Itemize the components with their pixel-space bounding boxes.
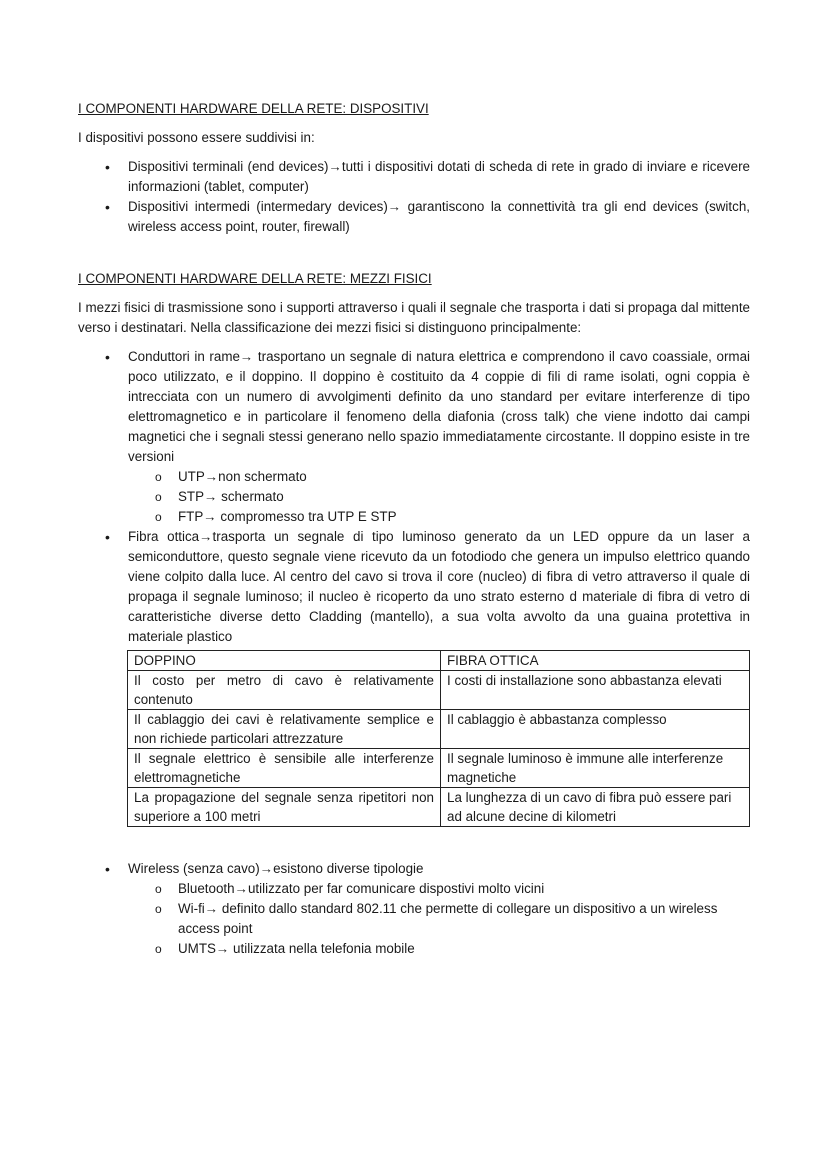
wireless-types-list <box>128 879 750 959</box>
media-intro: I mezzi fisici di trasmissione sono i supporti attraverso i quali il segnale che trasporta i dati si propaga dal mittente verso i destinatari. Nella classificazione dei mezzi fisici si distinguono principalmente: <box>78 300 750 335</box>
bullet-marker: • <box>105 861 110 877</box>
wireless-type-text: Bluetooth→utilizzato per far comunicare dispostivi molto vicini <box>178 881 545 896</box>
wireless-text: Wireless (senza cavo)→esistono diverse tipologie <box>128 861 424 876</box>
section-title-media: I COMPONENTI HARDWARE DELLA RETE: MEZZI FISICI <box>78 271 432 286</box>
table-cell: I costi di installazione sono abbastanza elevati <box>441 671 750 710</box>
copper-version-text: FTP→ compromesso tra UTP E STP <box>178 509 397 524</box>
copper-version-text: STP→ schermato <box>178 489 284 504</box>
wireless-list <box>78 859 750 959</box>
copper-text: Conduttori in rame→ trasportano un segnale di natura elettrica e comprendono il cavo coassiale, ormai poco utilizzato, e il doppino. Il doppino è costituito da 4 coppie di fili di rame isolati, ogni coppia è intrecciata con un numero di avvolgimenti definito da uno standard per evitare interferenze di tipo elettromagnetico e in particolare il fenomeno della diafonia (cross talk) che viene indotto dai campi magnetici che i segnali stessi generano nello spazio immediatamente circostante. Il doppino esiste in tre versioni <box>128 349 750 464</box>
sub-list-item <box>128 467 750 487</box>
table-header-row <box>128 651 750 671</box>
media-list <box>78 347 750 647</box>
table-cell: Il segnale elettrico è sensibile alle interferenze elettromagnetiche <box>128 749 441 788</box>
sub-bullet-marker: o <box>155 510 162 524</box>
device-item-text: Dispositivi terminali (end devices)→tutti i dispositivi dotati di scheda di rete in grado di inviare e ricevere informazioni (tablet, computer) <box>128 159 750 194</box>
table-row <box>128 671 750 710</box>
devices-intro: I dispositivi possono essere suddivisi in: <box>78 130 315 145</box>
table-cell: La propagazione del segnale senza ripetitori non superiore a 100 metri <box>128 788 441 827</box>
list-item <box>78 197 750 237</box>
fiber-text: Fibra ottica→trasporta un segnale di tipo luminoso generato da un LED oppure da un laser a semiconduttore, questo segnale viene ricevuto da un fotodiodo che genera un impulso elettrico quando viene colpito dalla luce. Al centro del cavo si trova il core (nucleo) di fibra di vetro attraverso il quale di propaga il segnale luminoso; il nucleo è ricoperto da uno strato esterno d materiale di fibra di vetro di caratteristiche diverse detto Cladding (mantello), a sua volta avvolto da una guaina protettiva in materiale plastico <box>128 529 750 644</box>
devices-list <box>78 157 750 237</box>
table-header-cell: DOPPINO <box>128 651 441 671</box>
sub-bullet-marker: o <box>155 470 162 484</box>
table-row <box>128 788 750 827</box>
table-row <box>128 749 750 788</box>
bullet-marker: • <box>105 529 110 545</box>
device-item-text: Dispositivi intermedi (intermedary devices)→ garantiscono la connettività tra gli end devices (switch, wireless access point, router, firewall) <box>128 199 750 234</box>
section-title-devices: I COMPONENTI HARDWARE DELLA RETE: DISPOSITIVI <box>78 101 429 116</box>
table-cell: Il cablaggio dei cavi è relativamente semplice e non richiede particolari attrezzature <box>128 710 441 749</box>
sub-bullet-marker: o <box>155 942 162 956</box>
sub-list-item <box>128 939 750 959</box>
bullet-marker: • <box>105 159 110 175</box>
copper-versions-list <box>128 467 750 527</box>
list-item-fiber <box>78 527 750 647</box>
sub-list-item <box>128 507 750 527</box>
wireless-type-text: Wi-fi→ definito dallo standard 802.11 che permette di collegare un dispositivo a un wireless access point <box>178 901 718 936</box>
wireless-type-text: UMTS→ utilizzata nella telefonia mobile <box>178 941 415 956</box>
bullet-marker: • <box>105 349 110 365</box>
table-row <box>128 710 750 749</box>
list-item-copper <box>78 347 750 527</box>
table-cell: La lunghezza di un cavo di fibra può essere pari ad alcune decine di kilometri <box>441 788 750 827</box>
table-cell: Il costo per metro di cavo è relativamente contenuto <box>128 671 441 710</box>
copper-version-text: UTP→non schermato <box>178 469 307 484</box>
comparison-table <box>127 650 750 827</box>
sub-list-item <box>128 879 750 899</box>
table-cell: Il cablaggio è abbastanza complesso <box>441 710 750 749</box>
table-header-cell: FIBRA OTTICA <box>441 651 750 671</box>
sub-list-item <box>128 487 750 507</box>
sub-bullet-marker: o <box>155 490 162 504</box>
list-item-wireless <box>78 859 750 959</box>
bullet-marker: • <box>105 199 110 215</box>
sub-bullet-marker: o <box>155 882 162 896</box>
list-item <box>78 157 750 197</box>
sub-list-item <box>128 899 750 939</box>
table-cell: Il segnale luminoso è immune alle interferenze magnetiche <box>441 749 750 788</box>
sub-bullet-marker: o <box>155 902 162 916</box>
